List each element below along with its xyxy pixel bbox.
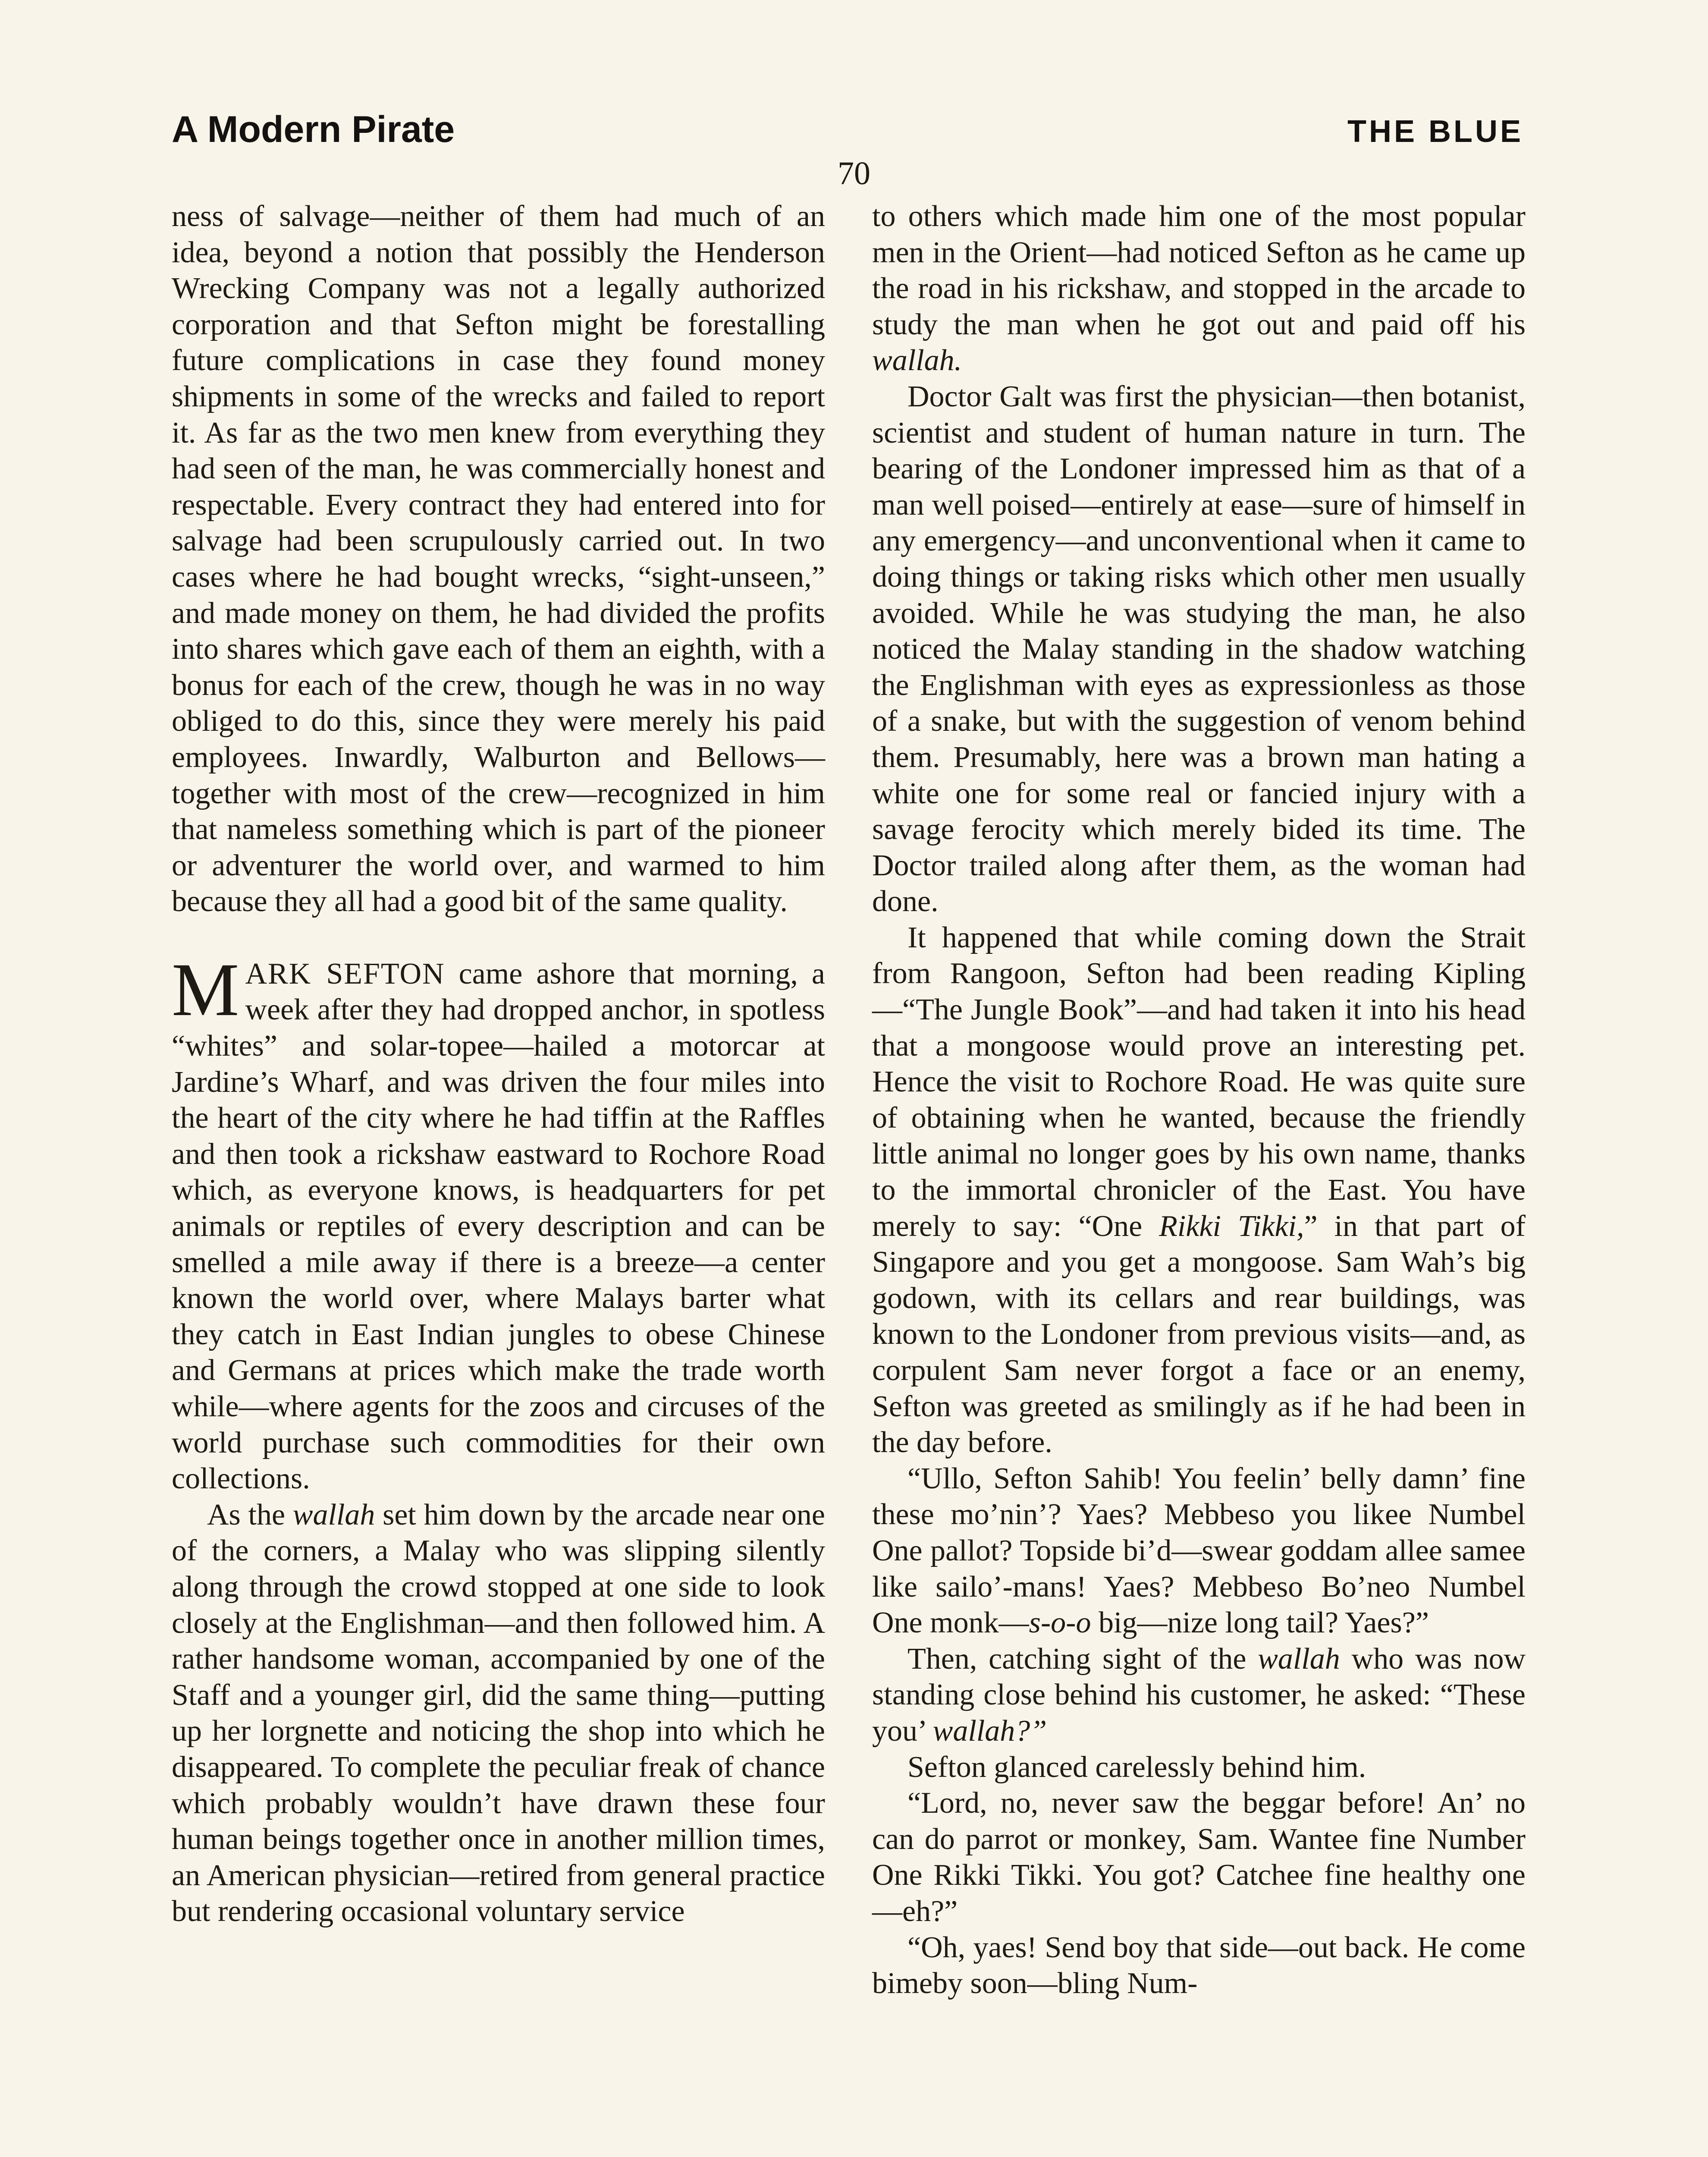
paragraph: Doctor Galt was first the physician—then botanist, scientist and student of human nature in turn. The bearing of the Londoner impressed him as that of a man well poised—entirely at ease—sure of himself in any emergency—and unconventional when it came to doing things or taking risks which other men usually avoided. While he was studying the man, he also noticed the Malay standing in the shadow watching the Englishman with eyes as expressionless as those of a snake, but with the suggestion of venom behind them. Presumably, here was a brown man hating a white one for some real or fancied injury with a savage ferocity which merely bided its time. The Doctor trailed along after them, as the woman had done.	[872, 380, 1526, 918]
italic-word: wallah.	[872, 344, 962, 377]
drop-cap: M	[172, 947, 239, 1032]
paragraph-text: “Ullo, Sefton Sahib! You feelin’ belly damn’ fine these mo’nin’? Yaes? Mebbeso you likee Numbel One pallot? Topside bi’d—swear goddam allee samee like sailo’-mans! Yaes? Mebbeso Bo’neo Numbel One monk—	[872, 1462, 1526, 1640]
italic-word: wallah?”	[932, 1714, 1047, 1748]
paragraph-text: set him down by the arcade near one of the corners, a Malay who was slipping silently along through the crowd stopped at one side to look closely at the Englishman—and then followed him. A rather handsome woman, accompanied by one of the Staff and a younger girl, did the same thing—putting up her lorgnette and noticing the shop into which he disappeared. To complete the peculiar freak of chance which probably wouldn’t have drawn these four human beings together once in another million times, an American physician—retired from general practice but rendering occasional voluntary service	[172, 1498, 825, 1928]
paragraph-text: ” in that part of Singapore and you get a mongoose. Sam Wah’s big godown, with its cellars and rear buildings, was known to the Londoner from previous visits—and, as corpulent Sam never forgot a face or an enemy, Sefton was greeted as smilingly as if he had been in the day before.	[872, 1209, 1526, 1459]
italic-word: wallah	[1258, 1642, 1340, 1676]
paragraph-text: As the	[207, 1498, 293, 1531]
small-caps-name: ARK SEFTON	[245, 957, 445, 990]
italic-word: Rikki Tikki,	[1159, 1209, 1304, 1243]
paragraph	[172, 1497, 825, 1930]
running-head-magazine: THE BLUE	[1347, 114, 1523, 149]
italic-word: s-o-o	[1029, 1606, 1091, 1640]
paragraph	[872, 920, 1526, 1461]
paragraph-section-start	[172, 947, 825, 1497]
paragraph	[872, 1641, 1526, 1749]
paragraph-text: who was now standing close behind his customer, he asked: “These you’	[872, 1642, 1526, 1748]
paragraph-text: came ashore that morning, a week after they had dropped anchor, in spotless “whites” and solar-topee—hailed a motorcar at Jardine’s Wharf, and was driven the four miles into the heart of the city where he had tiffin at the Raffles and then took a rickshaw eastward to Rochore Road which, as everyone knows, is headquarters for pet animals or reptiles of every description and can be smelled a mile away if there is a breeze—a center known the world over, where Malays barter what they catch in East Indian jungles to obese Chinese and Germans at prices which make the trade worth while—where agents for the zoos and circuses of the world purchase such commodities for their own collections.	[172, 957, 825, 1496]
paragraph-text: to others which made him one of the most popular men in the Orient—had noticed Sefton as he came up the road in his rickshaw, and stopped in the arcade to study the man when he got out and paid off his	[872, 200, 1526, 341]
paragraph: ness of salvage—neither of them had much of an idea, beyond a notion that possibly the Henderson Wrecking Company was not a legally authorized corporation and that Sefton might be forestalling future complications in case they found money shipments in some of the wrecks and failed to report it. As far as the two men knew from everything they had seen of the man, he was commercially honest and respectable. Every contract they had entered into for salvage had been scrupulously carried out. In two cases where he had bought wrecks, “sight-unseen,” and made money on them, he had divided the profits into shares which gave each of them an eighth, with a bonus for each of the crew, though he was in no way obliged to do this, since they were merely his paid employees. Inwardly, Walburton and Bellows—together with most of the crew—recognized in him that nameless something which is part of the pioneer or adventurer the world over, and warmed to him because they all had a good bit of the same quality.	[172, 200, 825, 918]
paragraph-text: It happened that while coming down the Strait from Rangoon, Sefton had been reading Kipling—“The Jungle Book”—and had taken it into his head that a mongoose would prove an interesting pet. Hence the visit to Rochore Road. He was quite sure of obtaining when he wanted, because the friendly little animal no longer goes by his own name, thanks to the immortal chronicler of the East. You have merely to say: “One	[872, 921, 1526, 1243]
italic-word: wallah	[292, 1498, 375, 1531]
paragraph: “Lord, no, never saw the beggar before! An’ no can do parrot or monkey, Sam. Wantee fine Number One Rikki Tikki. You got? Catchee fine healthy one—eh?”	[872, 1786, 1526, 1928]
right-column	[872, 198, 1526, 2002]
paragraph	[872, 1461, 1526, 1641]
paragraph: “Oh, yaes! Send boy that side—out back. He come bimeby soon—bling Num-	[872, 1931, 1526, 2000]
left-column	[172, 198, 825, 1930]
page-number: 70	[838, 155, 870, 192]
paragraph-text: big—nize long tail? Yaes?”	[1091, 1606, 1429, 1640]
paragraph	[872, 198, 1526, 379]
paragraph: Sefton glanced carelessly behind him.	[907, 1750, 1366, 1784]
paragraph-text: Then, catching sight of the	[907, 1642, 1258, 1676]
running-head-title: A Modern Pirate	[172, 109, 455, 150]
